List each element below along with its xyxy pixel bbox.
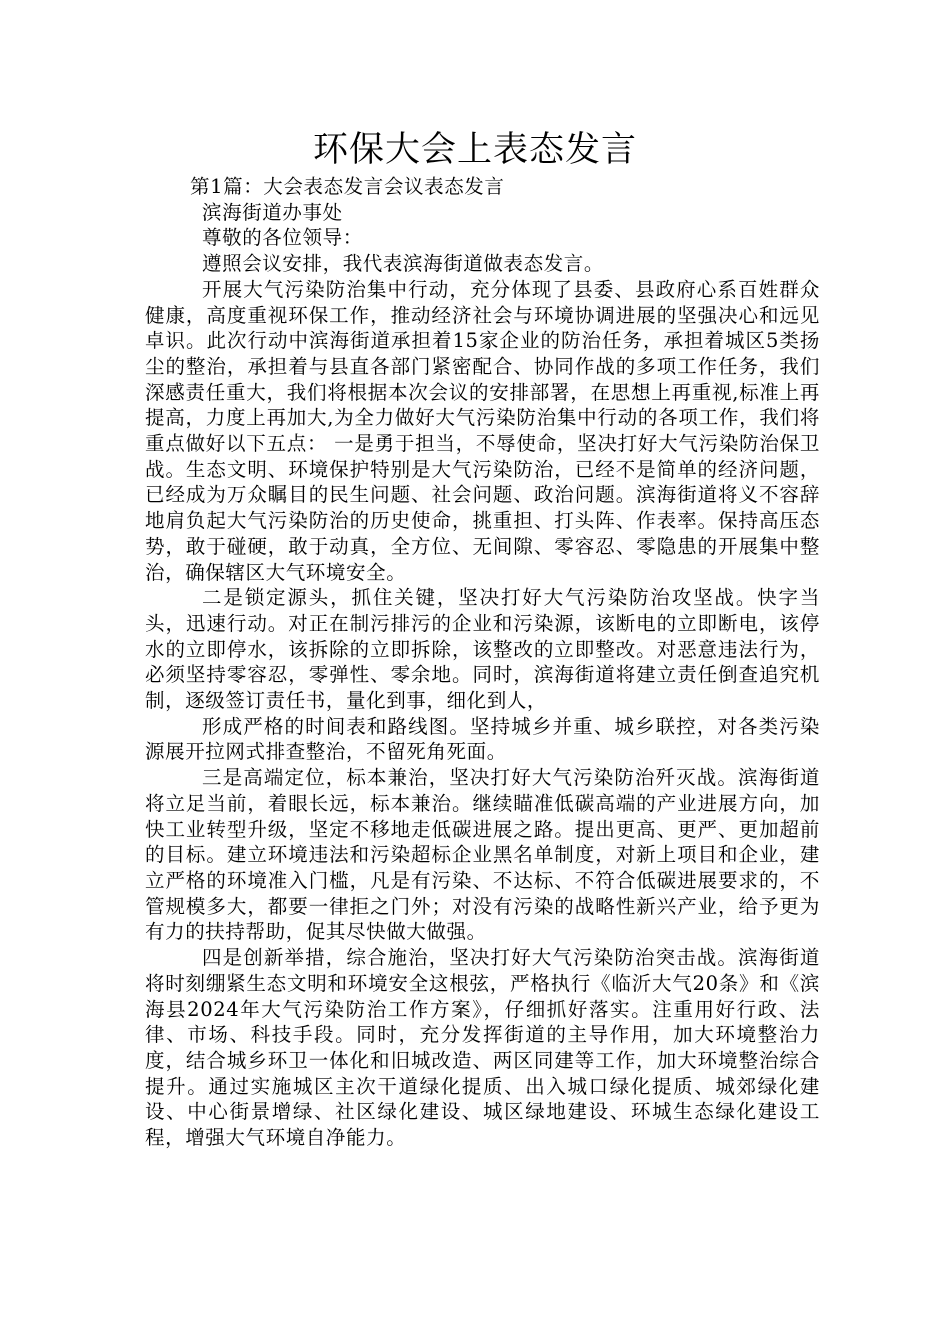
paragraph-point-2-continued: 形成严格的时间表和路线图。坚持城乡并重、城乡联控，对各类污染源展开拉网式排查整治，不留死角死面。 [145, 714, 820, 764]
organization-name: 滨海街道办事处 [202, 200, 343, 224]
paragraph-point-1: 开展大气污染防治集中行动，充分体现了县委、县政府心系百姓群众健康，高度重视环保工作，推动经济社会与环境协调进展的坚强决心和远见卓识。此次行动中滨海街道承担着15家企业的防治任务，承担着城区5类扬尘的整治，承担着与县直各部门紧密配合、协同作战的多项工作任务，我们深感责任重大，我们将根据本次会议的安排部署，在思想上再重视,标准上再提高，力度上再加大,为全力做好大气污染防治集中行动的各项工作，我们将重点做好以下五点： 一是勇于担当，不辱使命，坚决打好大气污染防治保卫战。生态文明、环境保护特别是大气污染防治，已经不是简单的经济问题，已经成为万众瞩目的民生问题、社会问题、政治问题。滨海街道将义不容辞地肩负起大气污染防治的历史使命，挑重担、打头阵、作表率。保持高压态势，敢于碰硬，敢于动真，全方位、无间隙、零容忍、零隐患的开展集中整治，确保辖区大气环境安全。 [145, 277, 820, 584]
salutation: 尊敬的各位领导： [202, 226, 363, 250]
paragraph-intro: 遵照会议安排，我代表滨海街道做表态发言。 [202, 252, 605, 276]
paragraph-point-2: 二是锁定源头，抓住关键，坚决打好大气污染防治攻坚战。快字当头，迅速行动。对正在制污排污的企业和污染源，该断电的立即断电，该停水的立即停水，该拆除的立即拆除，该整改的立即整改。对恶意违法行为，必须坚持零容忍，零弹性、零余地。同时，滨海街道将建立责任倒查追究机制，逐级签订责任书，量化到事，细化到人， [145, 586, 820, 713]
document-title: 环保大会上表态发言 [312, 130, 637, 170]
document-subtitle: 第1篇：大会表态发言会议表态发言 [190, 175, 505, 198]
paragraph-point-3: 三是高端定位，标本兼治，坚决打好大气污染防治歼灭战。滨海街道将立足当前，着眼长远，标本兼治。继续瞄准低碳高端的产业进展方向，加快工业转型升级，坚定不移地走低碳进展之路。提出更高、更严、更加超前的目标。建立环境违法和污染超标企业黑名单制度，对新上项目和企业，建立严格的环境准入门槛，凡是有污染、不达标、不符合低碳进展要求的，不管规模多大，都要一律拒之门外；对没有污染的战略性新兴产业，给予更为有力的扶持帮助，促其尽快做大做强。 [145, 766, 820, 944]
document-body [145, 174, 820, 1151]
paragraph-point-4: 四是创新举措，综合施治，坚决打好大气污染防治突击战。滨海街道将时刻绷紧生态文明和环境安全这根弦，严格执行《临沂大气20条》和《滨海县2024年大气污染防治工作方案》，仔细抓好落实。注重用好行政、法律、市场、科技手段。同时，充分发挥街道的主导作用，加大环境整治力度，结合城乡环卫一体化和旧城改造、两区同建等工作，加大环境整治综合提升。通过实施城区主次干道绿化提质、出入城口绿化提质、城郊绿化建设、中心街景增绿、社区绿化建设、城区绿地建设、环城生态绿化建设工程，增强大气环境自净能力。 [145, 946, 820, 1150]
